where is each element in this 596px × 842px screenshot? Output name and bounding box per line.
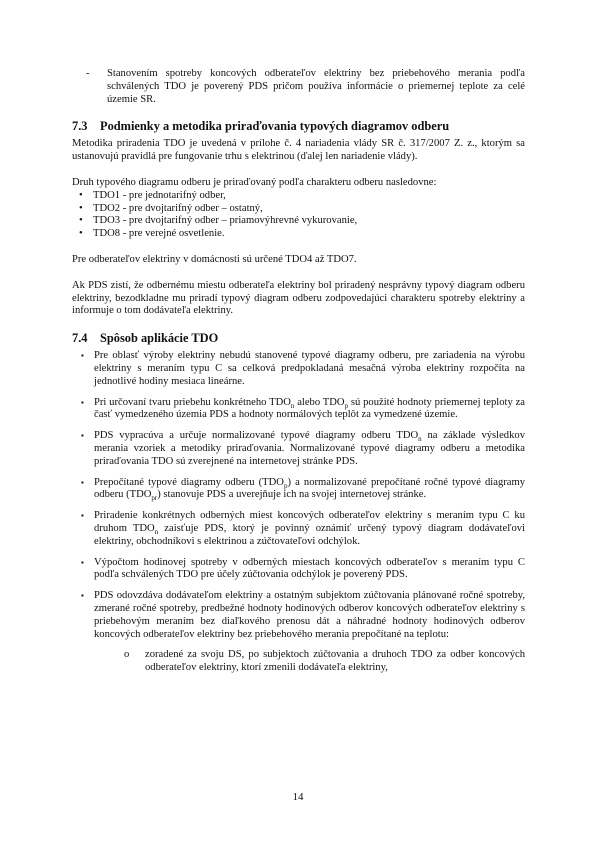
paragraph: Metodika priradenia TDO je uvedená v prílohe č. 4 nariadenia vlády SR č. 317/2007 Z. z., ktorým sa ustanovujú pravidlá pre fungovanie trhu s elektrinou (ďalej len nariadenie vlády). (72, 138, 525, 163)
list-item (72, 430, 525, 468)
bullet-marker: • (79, 202, 83, 214)
subscript: n (418, 435, 422, 444)
list-item-text: TDO8 - pre verejné osvetlenie. (93, 228, 225, 240)
subscript: n (290, 401, 295, 410)
list-item-text: TDO1 - pre jednotarifný odber, (93, 189, 226, 201)
list-item-text: Pre oblasť výroby elektriny nebudú stanovené typové diagramy odberu, pre zariadenia na výrobu elektriny s meraním typu C sa celková predpokladaná mesačná výroba elektriny rozpočíta na jednotlivé hodiny mesiaca lineárne. (94, 350, 525, 387)
section-heading-7-4 (72, 331, 525, 346)
bullet-marker: • (79, 228, 83, 240)
bullet-marker: • (79, 215, 83, 227)
list-item (72, 477, 525, 503)
square-bullet-marker: ▪ (81, 591, 84, 601)
list-item-text (94, 510, 525, 547)
subscript: p (283, 481, 288, 490)
sub-list-item (72, 649, 525, 675)
paragraph: Ak PDS zistí, že odbernému miestu odberateľa elektriny bol priradený nesprávny typový diagram odberu elektriny, bezodkladne mu priradí typový diagram odberu zodpovedajúci charakteru spotreby elektriny a informuje o tom dodávateľa elektriny. (72, 279, 525, 317)
square-bullet-marker: ▪ (81, 431, 84, 441)
dash-marker: - (86, 68, 90, 79)
list-item-text (94, 397, 525, 421)
list-item (72, 397, 525, 423)
bullet-marker: • (79, 189, 83, 201)
text-run: sú použité hodnoty priemernej teploty za časť vymedzeného územia PDS a hodnoty normálových teplôt za vymedzené územie. (94, 396, 526, 421)
square-bullet-marker: ▪ (81, 397, 84, 407)
list-item (72, 190, 525, 203)
square-bullet-marker: ▪ (81, 511, 84, 521)
sub-list-item-text: zoradené za svoju DS, po subjektoch zúčtovania a druhoch TDO za odber koncových odberateľov elektriny, ktorí zmenili dodávateľa elektriny, (145, 649, 525, 674)
text-run: zaisťuje PDS, ktorý je povinný oznámiť určený typový diagram dodávateľovi elektriny, obchodníkovi s elektrinou a zúčtovateľovi odchýlok. (94, 522, 525, 547)
list-item-text (94, 430, 525, 467)
square-bullet-marker: ▪ (81, 351, 84, 361)
list-item (72, 510, 525, 548)
section-title: Spôsob aplikácie TDO (100, 331, 219, 346)
tdo-application-list (72, 350, 525, 641)
text-run: Priradenie konkrétnych odberných miest koncových odberateľov elektriny s meraním typu C ku druhom TDO (94, 510, 525, 534)
list-item (72, 215, 525, 228)
list-item-text: TDO2 - pre dvojtarifný odber – ostatný, (93, 202, 263, 214)
text-run: ) stanovuje PDS a uverejňuje ich na svojej internetovej stránke. (157, 489, 427, 501)
subscript: pr (151, 494, 158, 503)
list-item (72, 350, 525, 388)
section-number: 7.3 (72, 119, 88, 134)
text-run: ) a normalizované prepočítané ročné typové diagramy odberu (TDO (94, 476, 526, 501)
list-item (72, 590, 525, 641)
list-item-text: Výpočtom hodinovej spotreby v odberných miestach koncových odberateľov s meraním typu C podľa schválených TDO pre účely zúčtovania odchýlok je poverený PDS. (94, 556, 525, 581)
section-title: Podmienky a metodika priraďovania typových diagramov odberu (100, 119, 450, 134)
circle-bullet-marker: o (124, 649, 130, 661)
paragraph: Pre odberateľov elektriny v domácnosti sú určené TDO4 až TDO7. (72, 253, 357, 265)
section-number: 7.4 (72, 331, 88, 346)
page-number: 14 (292, 791, 304, 803)
document-page (72, 68, 525, 675)
text-run: alebo TDO (294, 396, 345, 408)
paragraph: Druh typového diagramu odberu je priraďovaný podľa charakteru odberu nasledovne: (72, 176, 437, 188)
tdo-type-list (72, 190, 525, 241)
text-run: PDS vypracúva a určuje normalizované typové diagramy odberu TDO (94, 430, 419, 442)
text-run: Prepočítané typové diagramy odberu (TDO (94, 476, 284, 488)
square-bullet-marker: ▪ (81, 557, 84, 567)
list-item (72, 228, 525, 241)
section-heading-7-3 (72, 119, 525, 134)
dash-item-text: Stanovením spotreby koncových odberateľov elektriny bez priebehového merania podľa schválených TDO je poverený PDS pričom používa informácie o priemernej teplote za celé územie SR. (107, 68, 525, 105)
dash-list-item (72, 68, 525, 106)
list-item (72, 557, 525, 583)
subscript: p (344, 401, 349, 410)
text-run: na základe výsledkov merania vzoriek a metodiky priraďovania. Normalizované typové diagramy odberu a metodika priraďovania TDO sú zverejnené na internetovej stránke PDS. (94, 430, 525, 467)
subscript: n (154, 528, 159, 537)
list-item (72, 203, 525, 216)
list-item-text (94, 477, 525, 501)
list-item-text: TDO3 - pre dvojtarifný odber – priamovýhrevné vykurovanie, (93, 215, 358, 227)
text-run: Pri určovaní tvaru priebehu konkrétneho TDO (94, 396, 291, 408)
square-bullet-marker: ▪ (81, 477, 84, 487)
list-item-text: PDS odovzdáva dodávateľom elektriny a ostatným subjektom zúčtovania plánované ročné spotreby, zmerané ročné spotreby, predbežné hodnoty hodinových odberov koncových odberateľov elektriny s priebehovým meraním bez diaľkového prenosu dát a náhradné hodnoty hodinových odberov koncových odberateľov elektriny bez priebehového merania prepočítané na teplotu: (94, 590, 525, 640)
